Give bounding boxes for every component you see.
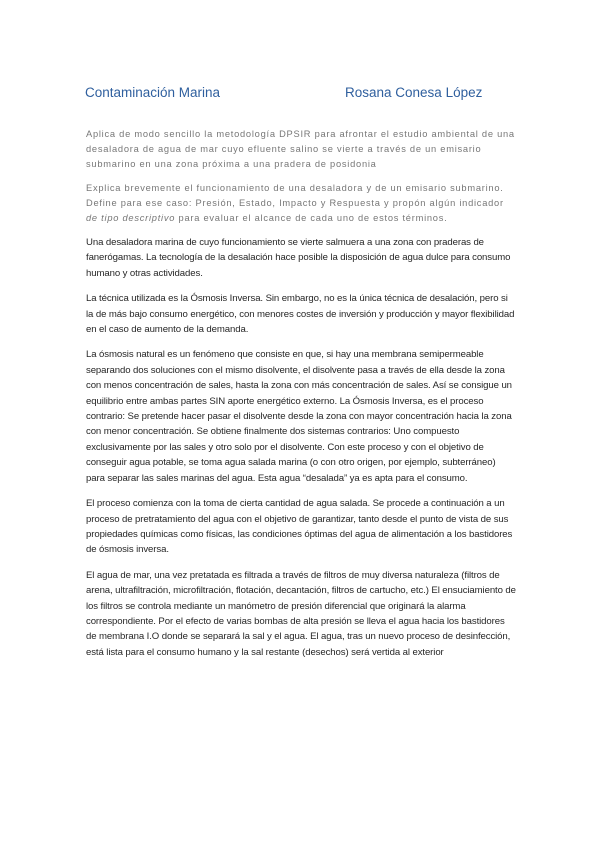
page-header <box>85 85 515 105</box>
paragraph-proceso-toma: El proceso comienza con la toma de cierta cantidad de agua salada. Se procede a continuación a un proceso de pretratamiento del agua con el objetivo de garantizar, tanto desde el punto de vista de sus propiedades químicas como físicas, las condiciones óptimas del agua de alimentación a los bastidores de ósmosis inversa. <box>86 498 513 556</box>
paragraph-desaladora-intro: Una desaladora marina de cuyo funcionamiento se vierte salmuera a una zona con praderas de fanerógamas. La tecnología de la desalación hace posible la disposición de agua dulce para consumo humano y otras actividades. <box>86 237 511 279</box>
document-body <box>86 127 516 670</box>
assignment-prompt-2-emphasis: de tipo descriptivo <box>86 213 176 223</box>
paragraph-osmosis-natural: La ósmosis natural es un fenómeno que consiste en que, si hay una membrana semipermeable separando dos soluciones con el mismo disolvente, el disolvente pasa a través de ella desde la zona con menos concentración de sales, hasta la zona con más concentración de sales. Así se consigue un equilibrio entre ambas partes SIN aporte energético externo. La Ósmosis Inversa, es el proceso contrario: Se pretende hacer pasar el disolvente desde la zona con mayor concentración hacia la zona con menor concentración. Se obtiene finalmente dos sistemas contrarios: Uno compuesto exclusivamente por las sales y otro solo por el disolvente. Con este proceso y con el objetivo de conseguir agua potable, se toma agua salada marina (o con otro origen, por ejemplo, subterráneo) para separar las sales marinas del agua. Esta agua “desalada” ya es apta para el consumo. <box>86 349 512 484</box>
paragraph-osmosis-inversa: La técnica utilizada es la Ósmosis Inversa. Sin embargo, no es la única técnica de desalación, pero si la de más bajo consumo energético, con menores costes de inversión y producción y mayor flexibilidad en el caso de aumento de la demanda. <box>86 293 515 336</box>
author-name: Rosana Conesa López <box>345 85 483 100</box>
assignment-prompt-2 <box>86 181 516 226</box>
assignment-prompt-2-part-b: para evaluar el alcance de cada uno de estos términos. <box>175 213 448 223</box>
assignment-prompt-2-part-a: Explica brevemente el funcionamiento de una desaladora y de un emisario submarino. Define para ese caso: Presión, Estado, Impacto y Respuesta y propón algún indicador <box>86 183 504 208</box>
assignment-prompt-1: Aplica de modo sencillo la metodología DPSIR para afrontar el estudio ambiental de una desaladora de agua de mar cuyo efluente salino se vierte a través de un emisario submarino en una zona próxima a una pradera de posidonia <box>86 129 515 169</box>
paragraph-filtrado: El agua de mar, una vez pretatada es filtrada a través de filtros de muy diversa naturaleza (filtros de arena, ultrafiltración, microfiltración, flotación, decantación, filtros de cartucho, etc.) El ensuciamiento de los filtros se controla mediante un manómetro de presión diferencial que originará la alarma correspondiente. Por el efecto de varias bombas de alta presión se lleva el agua hacia los bastidores de membrana I.O donde se separará la sal y el agua. El agua, tras un nuevo proceso de desinfección, está lista para el consumo humano y la sal restante (desechos) será vertida al exterior <box>86 569 516 658</box>
document-title: Contaminación Marina <box>85 85 221 100</box>
